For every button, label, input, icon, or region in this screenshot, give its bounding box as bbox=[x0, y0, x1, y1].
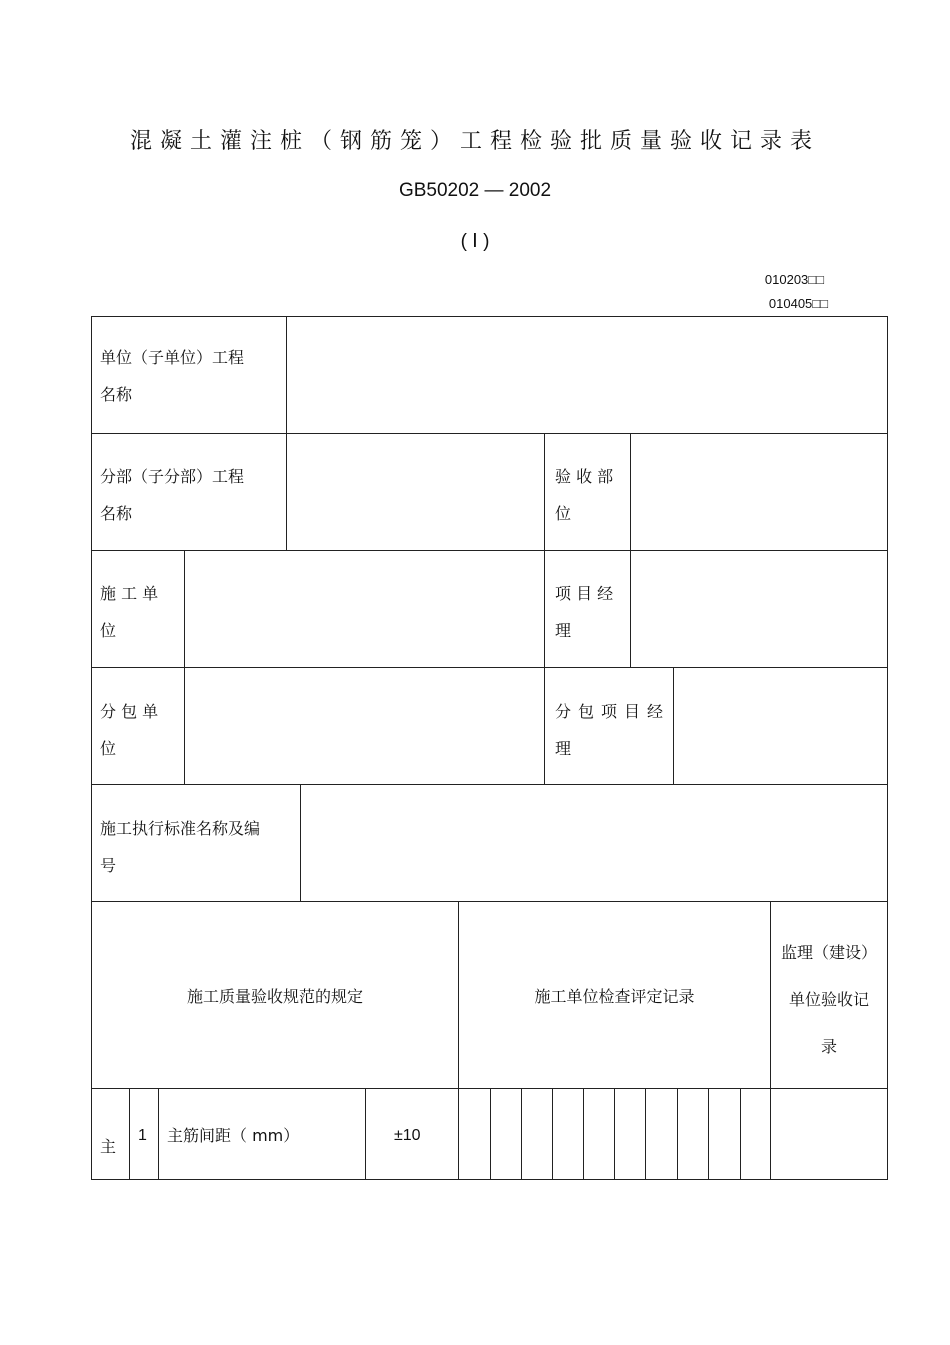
supervision-record-cell[interactable] bbox=[770, 1088, 888, 1180]
item-number-cell bbox=[129, 1088, 159, 1180]
supervision-header-line1: 监理（建设） bbox=[780, 943, 877, 962]
project-manager-label-line1: 项 目 经 bbox=[555, 584, 614, 603]
standard-name-label-cell bbox=[91, 784, 301, 902]
construction-unit-label-cell bbox=[91, 550, 185, 668]
standard-name-label-line1: 施工执行标准名称及编 bbox=[100, 819, 261, 838]
check-cell[interactable] bbox=[521, 1088, 553, 1180]
acceptance-part-value-cell[interactable] bbox=[630, 433, 888, 551]
form-code-2: 010405□□ bbox=[768, 296, 828, 311]
subcontractor-value-cell[interactable] bbox=[184, 667, 545, 785]
sub-project-manager-label-line1: 分包项目经 bbox=[555, 702, 671, 721]
check-cell[interactable] bbox=[490, 1088, 522, 1180]
construction-unit-label-line2: 位 bbox=[100, 621, 117, 640]
check-cell[interactable] bbox=[677, 1088, 709, 1180]
spec-header-label: 施工质量验收规范的规定 bbox=[186, 987, 363, 1006]
check-cell[interactable] bbox=[552, 1088, 584, 1180]
check-header-label: 施工单位检查评定记录 bbox=[534, 987, 695, 1006]
construction-unit-label-line1: 施 工 单 bbox=[100, 584, 159, 603]
acceptance-part-label-cell bbox=[544, 433, 631, 551]
construction-unit-value-cell[interactable] bbox=[184, 550, 545, 668]
standard-name-label-line2: 号 bbox=[100, 856, 117, 875]
subcontractor-label-cell bbox=[91, 667, 185, 785]
acceptance-part-label-line1: 验 收 部 bbox=[555, 467, 614, 486]
item-name: 主筋间距（ mm） bbox=[167, 1126, 300, 1145]
form-code-1: 010203□□ bbox=[764, 272, 824, 287]
acceptance-part-label-line2: 位 bbox=[555, 504, 572, 523]
item-group-cell bbox=[91, 1088, 130, 1180]
sub-project-manager-label-line2: 理 bbox=[555, 739, 572, 758]
sub-project-label-line2: 名称 bbox=[100, 504, 133, 523]
sub-project-value-cell[interactable] bbox=[286, 433, 545, 551]
unit-project-value-cell[interactable] bbox=[286, 316, 888, 434]
sub-project-manager-label-cell bbox=[544, 667, 674, 785]
check-cell[interactable] bbox=[458, 1088, 491, 1180]
supervision-header-line2: 单位验收记 bbox=[788, 990, 869, 1009]
unit-project-label-cell bbox=[91, 316, 287, 434]
subcontractor-label-line1: 分 包 单 bbox=[100, 702, 159, 721]
check-header-cell bbox=[458, 901, 771, 1089]
page-title: 混凝土灌注桩（钢筋笼）工程检验批质量验收记录表 bbox=[129, 129, 820, 154]
check-cell[interactable] bbox=[740, 1088, 771, 1180]
item-tolerance: ±10 bbox=[394, 1127, 421, 1144]
part-number: ( Ⅰ ) bbox=[460, 231, 490, 252]
standard-number: GB50202 — 2002 bbox=[398, 180, 552, 201]
item-tolerance-cell bbox=[365, 1088, 459, 1180]
spec-header-cell bbox=[91, 901, 459, 1089]
check-cell[interactable] bbox=[583, 1088, 615, 1180]
project-manager-value-cell[interactable] bbox=[630, 550, 888, 668]
item-number: 1 bbox=[138, 1127, 147, 1144]
project-manager-label-line2: 理 bbox=[555, 621, 572, 640]
subcontractor-label-line2: 位 bbox=[100, 739, 117, 758]
check-cell[interactable] bbox=[708, 1088, 741, 1180]
check-cell[interactable] bbox=[614, 1088, 646, 1180]
supervision-header-cell bbox=[770, 901, 888, 1089]
sub-project-manager-value-cell[interactable] bbox=[673, 667, 888, 785]
supervision-header-line3: 录 bbox=[820, 1037, 837, 1056]
project-manager-label-cell bbox=[544, 550, 631, 668]
item-name-cell bbox=[158, 1088, 366, 1180]
check-cell[interactable] bbox=[645, 1088, 678, 1180]
standard-name-value-cell[interactable] bbox=[300, 784, 888, 902]
sub-project-label-line1: 分部（子分部）工程 bbox=[100, 467, 245, 486]
unit-project-label-line1: 单位（子单位）工程 bbox=[100, 348, 245, 367]
item-group-label: 主 bbox=[100, 1137, 117, 1156]
unit-project-label-line2: 名称 bbox=[100, 385, 133, 404]
sub-project-label-cell bbox=[91, 433, 287, 551]
